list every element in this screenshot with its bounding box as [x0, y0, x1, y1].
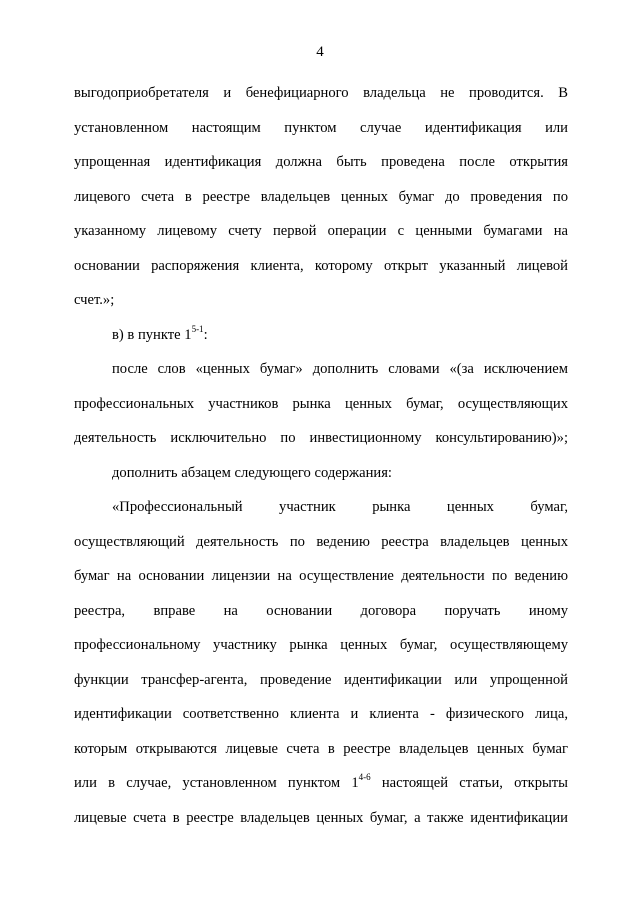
- text-line: деятельность исключительно по инвестиционному консультированию)»;: [74, 430, 568, 446]
- text-line: дополнить абзацем следующего содержания:: [112, 464, 392, 481]
- text-line-with-superscript: [74, 766, 568, 801]
- text-line: после слов «ценных бумаг» дополнить словами «(за исключением: [112, 361, 568, 377]
- text-fragment: :: [203, 326, 208, 343]
- text-line: установленном настоящим пунктом случае идентификация или: [74, 119, 568, 136]
- text-line: бумаг на основании лицензии на осуществление деятельности по ведению: [74, 568, 568, 584]
- text-line: идентификации соответственно клиента и клиента - физического лица,: [74, 706, 568, 722]
- text-fragment: или в случае, установленном пунктом 1: [74, 775, 359, 791]
- text-line: профессиональному участнику рынка ценных бумаг, осуществляющему: [74, 637, 568, 653]
- text-line: реестра, вправе на основании договора поручать иному: [74, 602, 568, 619]
- text-line: выгодоприобретателя и бенефициарного владельца не проводится. В: [74, 85, 568, 101]
- document-body: [74, 76, 568, 835]
- text-fragment: в) в пункте 1: [112, 326, 192, 343]
- text-line: «Профессиональный участник рынка ценных бумаг,: [112, 499, 568, 515]
- page-number: 4: [316, 44, 324, 60]
- text-fragment: настоящей статьи, открыты: [370, 775, 568, 791]
- superscript: 5-1: [191, 323, 204, 334]
- text-line: которым открываются лицевые счета в реестре владельцев ценных бумаг: [74, 740, 568, 757]
- text-line: упрощенная идентификация должна быть проведена после открытия: [74, 154, 568, 170]
- paragraph-subitem-v: [74, 318, 568, 353]
- superscript: 4-6: [358, 772, 371, 783]
- text-line: основании распоряжения клиента, которому открыт указанный лицевой: [74, 257, 568, 274]
- text-line: осуществляющий деятельность по ведению реестра владельцев ценных: [74, 533, 568, 550]
- text-line: лицевые счета в реестре владельцев ценных бумаг, а также идентификации: [74, 809, 568, 826]
- text-line: лицевого счета в реестре владельцев ценных бумаг до проведения по: [74, 188, 568, 205]
- text-line: счет.»;: [74, 292, 115, 308]
- text-line: функции трансфер-агента, проведение идентификации или упрощенной: [74, 671, 568, 688]
- text-line: профессиональных участников рынка ценных бумаг, осуществляющих: [74, 395, 568, 412]
- text-line: указанному лицевому счету первой операции с ценными бумагами на: [74, 223, 568, 239]
